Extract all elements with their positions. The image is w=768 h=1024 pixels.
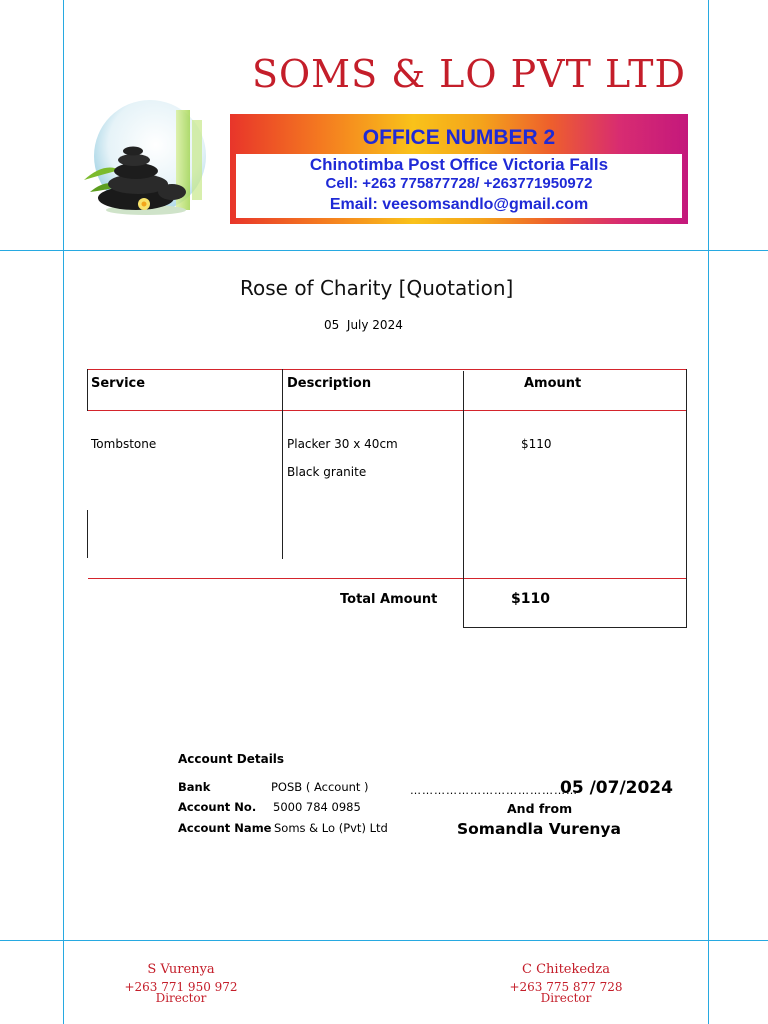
col-border-right: [686, 369, 687, 627]
total-bottom-border: [463, 627, 687, 628]
signature-dotted-line: ……………………………………: [410, 784, 578, 797]
account-name-label: Account Name: [178, 821, 272, 835]
director-right-role: Director: [540, 991, 592, 1005]
page-margin-left: [63, 0, 64, 1024]
office-number: OFFICE NUMBER 2: [362, 126, 556, 149]
row-amount: $110: [521, 437, 552, 451]
footer-margin-line: [0, 940, 768, 941]
account-number-value: 5000 784 0985: [273, 800, 361, 814]
header-amount: Amount: [524, 376, 582, 391]
row-service: Tombstone: [91, 437, 157, 451]
office-email: Email: veesomsandlo@gmail.com: [329, 196, 589, 213]
office-banner: [230, 114, 688, 224]
table-total-border: [88, 578, 686, 579]
and-from-label: And from: [507, 801, 573, 816]
account-name-value: Soms & Lo (Pvt) Ltd: [274, 821, 388, 835]
total-value: $110: [511, 591, 550, 607]
office-cell: Cell: +263 775877728/ +263771950972: [325, 175, 593, 192]
signature-date: 05 /07/2024: [560, 778, 673, 798]
document-date: 05 July 2024: [324, 318, 403, 332]
account-number-label: Account No.: [178, 800, 257, 814]
director-right-phone: +263 775 877 728: [509, 980, 623, 994]
row-description-line-1: Placker 30 x 40cm: [287, 437, 398, 451]
col-border-description: [463, 371, 464, 627]
director-right: [503, 962, 629, 1005]
director-left: [118, 962, 244, 1005]
table-top-border: [88, 369, 686, 370]
col-border-left-head: [87, 369, 88, 411]
document-title: Rose of Charity [Quotation]: [240, 276, 514, 300]
company-name: SOMS & LO PVT LTD: [252, 52, 686, 96]
bank-value: POSB ( Account ): [271, 780, 369, 794]
director-left-name: S Vurenya: [147, 962, 215, 977]
bank-label: Bank: [178, 780, 211, 794]
header-margin-line: [0, 250, 768, 251]
col-border-left-body: [87, 510, 88, 558]
account-heading: Account Details: [178, 752, 285, 766]
director-left-role: Director: [155, 991, 207, 1005]
signatory-name: Somandla Vurenya: [457, 820, 621, 838]
table-header-border: [88, 410, 686, 411]
row-description-line-2: Black granite: [287, 465, 367, 479]
total-label: Total Amount: [340, 592, 438, 607]
header-service: Service: [91, 376, 146, 391]
director-left-phone: +263 771 950 972: [124, 980, 238, 994]
office-address: Chinotimba Post Office Victoria Falls: [309, 155, 609, 174]
director-right-name: C Chitekedza: [522, 962, 610, 977]
header-description: Description: [287, 376, 372, 391]
zen-stones-logo: [76, 100, 210, 222]
col-border-service: [282, 369, 283, 559]
page-margin-right: [708, 0, 709, 1024]
